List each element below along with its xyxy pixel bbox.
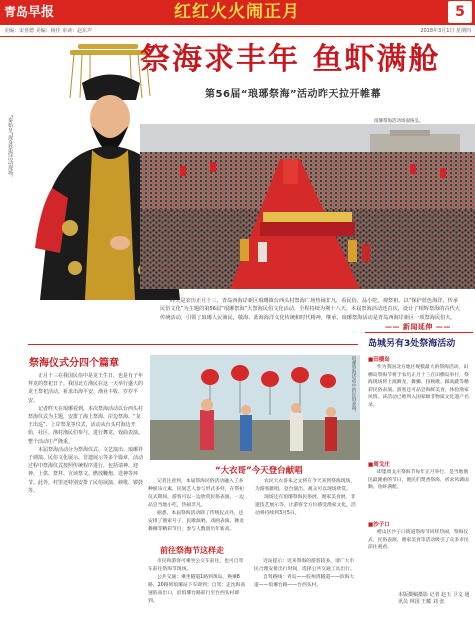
- stage-story-column: [148, 478, 248, 534]
- right-item-title: ■沙子口: [368, 522, 390, 528]
- folk-performance-photo: [150, 355, 360, 460]
- page-header-bar: [0, 0, 475, 25]
- right-story-title: 岛城另有3处祭海活动: [368, 339, 456, 349]
- headline: 祭海求丰年 鱼虾满舱: [140, 42, 441, 77]
- subheadline: 第56届“琅琊祭海”活动昨天拉开帷幕: [205, 89, 382, 100]
- stage-story-paragraph: 记者注意到，本届祭海民俗活动融入了多种娱乐元素，民间艺人参与形式多样，在祭祀仪式期间，游客可以一边欣赏民俗表演，一边品尝当地小吃，热闹非凡。: [148, 479, 244, 508]
- left-story-body: [28, 372, 145, 495]
- right-item-title: ■田横岛: [368, 357, 390, 363]
- right-item-body: 即墨周戈庄祭海节每年正月举行，是当地渔民最隆重的节日，渔民们焚香祭海，祈求风调雨顺、鱼虾满舱。: [368, 470, 469, 491]
- credit-bar: [0, 26, 475, 37]
- stage-story-title: “大衣哥”今天登台献唱: [215, 466, 303, 476]
- left-story-title: 祭海仪式分四个篇章: [29, 358, 119, 369]
- route-paragraph: 自驾路线：青岛——胶州湾隧道——滨海大道——琅琊台路——台西头村。: [254, 575, 355, 588]
- stage-story-paragraph: 农民大衣哥朱之文将在今天来到祭海现场，为游客献唱，登台演出。观众可以现场欣赏。: [255, 479, 356, 492]
- news-extension-label: —— 新闻延伸 ——: [385, 323, 451, 331]
- logo-big-text: 早报: [28, 5, 55, 20]
- lead-paragraph: 昨天是农历正月十三，青岛西海岸新区琅琊镇台西头村祭海广场热闹非凡，看民俗、品小吃、观祭祖，以“保护蓝色海洋，传承民俗文化”为主题的第56届“琅琊祭海”大祭海民俗文化活动，全程持续为期十八天，本届祭海活动还首次，设计了相辉祭海的古代大传统活动，引领了琅琊人民渔民，敬海、蓝海海洋文化传统和时代精神，继承、琅琊祭海活动是青岛西海岸新区一项祭海民俗大。: [160, 298, 460, 321]
- left-story-paragraph: 记者昨天在琅琊看到，本次祭海活动以台西头村祭海仪式为主题，安排了海上祭海、岸边祭海、“龙王出巡”、上岸祭龙等仪式，活动从台头村海边开始，社区、渔村渔民们参与。进行舞龙、戏曲表演。整个活动庄严隆重。: [28, 405, 144, 445]
- right-item-title: ■周戈庄: [368, 462, 390, 468]
- stage-story-column-2: [255, 478, 358, 518]
- main-photo-caption: 琅琊祭海活动场面恢弘。: [374, 119, 424, 124]
- newspaper-logo: [4, 3, 60, 22]
- directions-paragraph: 公共交通：乘坐隧道1路到黄岛，换乘8路、20路到琅琊站下车即到；自驾：走沈海高速胶南出口，沿琅琊台路前行至台西头村即到。: [148, 575, 246, 604]
- page-number: 5: [448, 1, 472, 23]
- stage-story-paragraph: 据悉，本届祭海活动除了传统仪式外，还安排了渔家号子、民歌演唱、戏曲表演、舞龙舞狮等精彩节目，参与人数创历年新高。: [148, 511, 244, 532]
- directions-column: [148, 558, 248, 606]
- right-divider: [365, 332, 473, 333]
- section-divider: [28, 344, 358, 345]
- hero-photo-caption: “秦始皇”现身祭海活动现场。: [7, 115, 13, 181]
- stage-story-paragraph: 现场还有琅琊祭海民俗展、渔家美食展、非遗技艺展示等，让游客全方位感受渔家文化。活动将持续到3月5日。: [255, 495, 356, 516]
- right-item-body: 崂山区沙子口街道祭海节同样热闹，祭海仪式、民俗表演、渔家美食等活动吸引了众多市民前往观看。: [368, 530, 469, 551]
- directions-title: 前往祭海节这样走: [160, 546, 224, 555]
- directions-paragraph: 市民和游客可乘坐公交车前往，也可自驾车前往祭海节现场。: [148, 559, 244, 572]
- left-story-paragraph: 正月十三在我国民俗中是龙王生日，也是有子年拜龙的祭祀日子。我国北方渔民在这一天举行盛大的龙王祭祀活动，祈求出海平安、渔业丰收、岁岁平安。: [28, 373, 144, 404]
- mid-photo-caption: 琅琊祭海活动中的民俗表演。: [351, 356, 356, 415]
- section-title: 红红火火闹正月: [174, 2, 300, 22]
- issue-date: 2018年3月1日 星期四: [420, 28, 471, 34]
- logo-small-text: 青岛: [4, 5, 29, 19]
- page-byline: 本版撰稿摄影 记者 赵玉 卫文 通讯员 林国 王耀 刘 张: [398, 592, 470, 605]
- staff-credits: 美编：宋喜德 美编：杨佳 审读：赵东声: [4, 28, 93, 34]
- left-story-paragraph: 本届祭海活动分为祭海仪式、文艺演出、琅琊祥子调演、民俗文化展示、非遗展示等多个篇章，活动过程中祭海仪式按照传统程序进行，包括请神、迎神、上供、祭拜、宣读祭文、燃放鞭炮、送神等环节。此外，村里还特别安排了民俗展演、秧歌、锣鼓等。: [28, 446, 144, 494]
- route-info-box: [254, 558, 358, 590]
- festival-crowd-photo: [140, 124, 475, 289]
- route-paragraph: 近站提示：近来祭海的游客较多，请广大市民合理安排出行时间，选择公共交通工具出行。: [254, 559, 355, 572]
- right-item-body: 作为我国北方地区规模最大的祭海活动，田横岛祭海节将于农历正月十三在田横岛举行，祭海现场将上演舞龙、舞狮、扭秧歌、踩高跷等精彩民俗表演。游客还可品尝海鲜美食，体验渔家风情。该活动已被列入国家级非物质文化遗产名录。: [368, 365, 469, 408]
